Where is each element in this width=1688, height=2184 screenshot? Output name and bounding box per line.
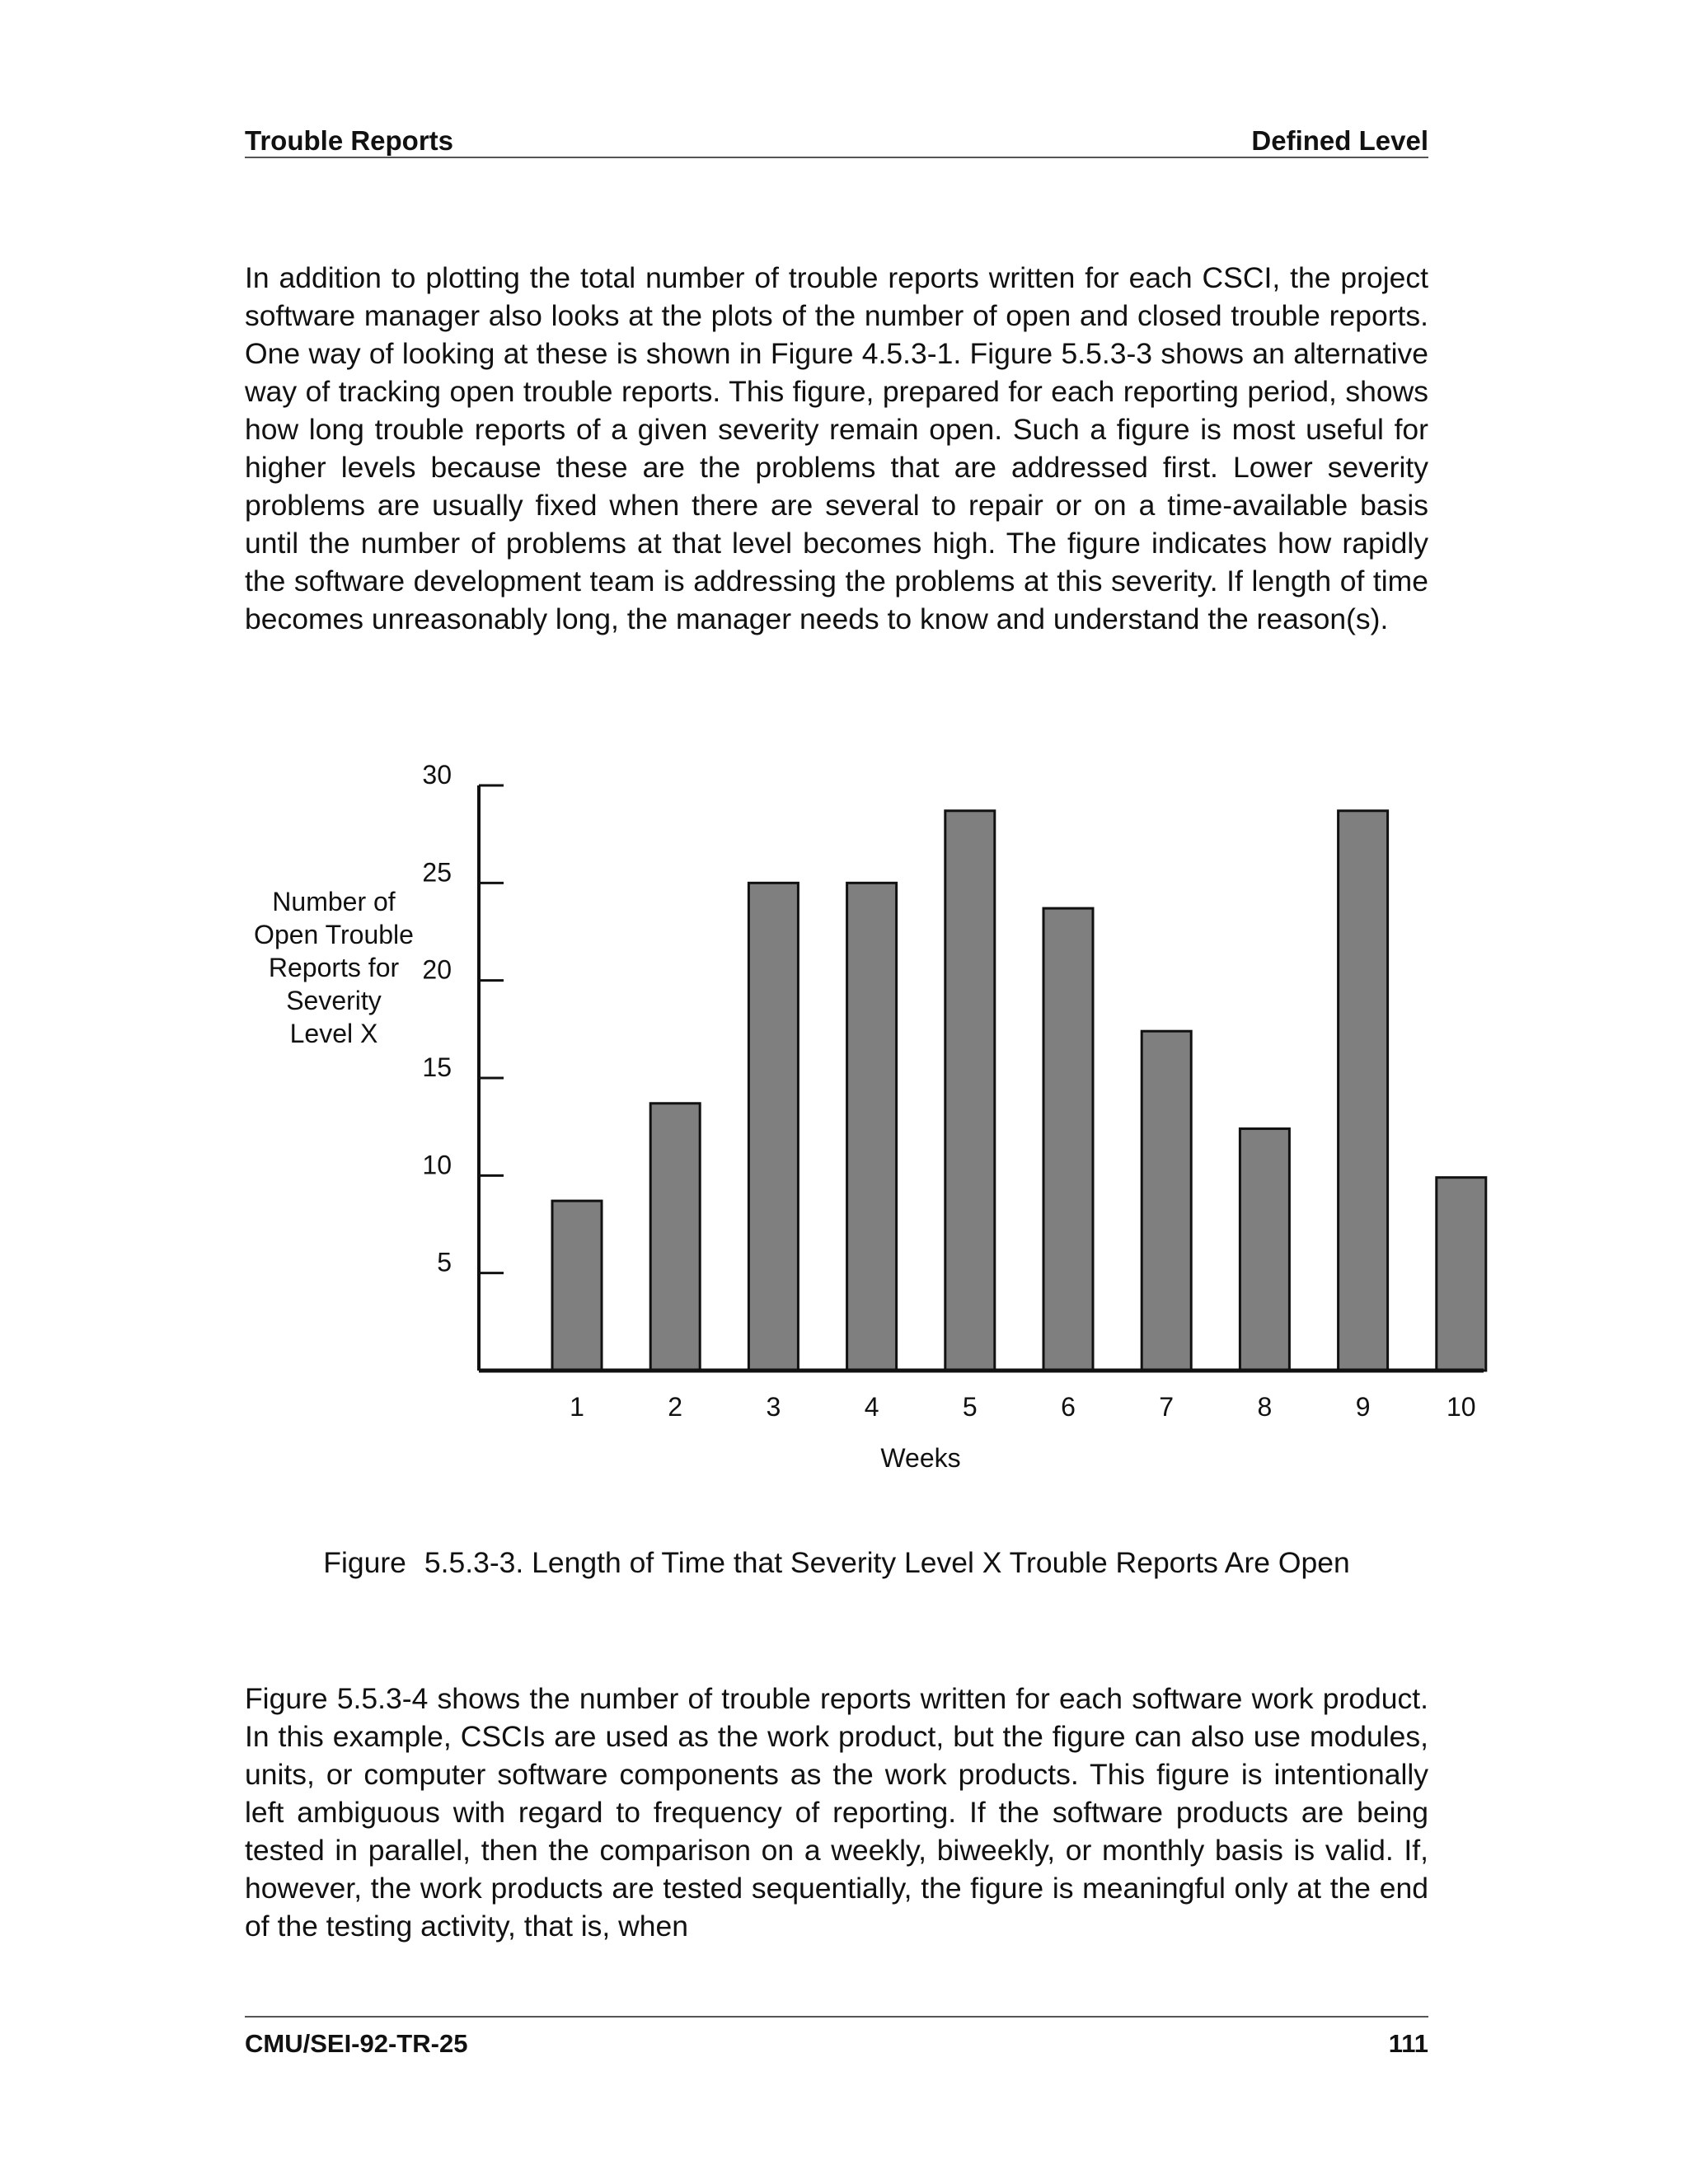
bar-week-4 (847, 883, 897, 1371)
bar-week-2 (650, 1104, 700, 1371)
bar-week-3 (748, 883, 798, 1371)
bar-week-9 (1339, 811, 1388, 1371)
x-tick-label: 2 (668, 1392, 683, 1422)
page-header (245, 124, 1428, 158)
y-tick-label: 15 (422, 1052, 452, 1082)
page-number: 111 (1388, 2029, 1428, 2058)
bar-week-8 (1240, 1129, 1289, 1371)
bar-week-10 (1437, 1178, 1486, 1371)
x-tick-label: 8 (1257, 1392, 1273, 1422)
y-axis-label-line: Open Trouble (254, 920, 414, 949)
y-axis-label-line: Reports for (268, 953, 400, 982)
body-paragraph-1: In addition to plotting the total number of trouble reports written for each CSCI, the project software manager also looks at the plots of the number of open and closed trouble reports. One way of looking at these is shown in Figure 4.5.3-1. Figure 5.5.3-3 shows an alternative way of tracking open trouble reports. This figure, prepared for each reporting period, shows how long trouble reports of a given severity remain open. Such a figure is most useful for higher levels because these are the problems that are addressed first. Lower severity problems are usually fixed when there are several to repair or on a time-available basis until the number of problems at that level becomes high. The figure indicates how rapidly the software development team is addressing the problems at this severity. If length of time becomes unreasonably long, the manager needs to know and understand the reason(s). (245, 261, 1428, 635)
x-tick-label: 7 (1159, 1392, 1175, 1422)
bar-week-7 (1142, 1031, 1191, 1371)
chart-x-axis-label: Weeks (880, 1443, 961, 1473)
page-footer (245, 2016, 1428, 2064)
y-tick-label: 5 (437, 1247, 452, 1277)
bar-week-6 (1043, 908, 1093, 1371)
x-tick-label: 6 (1061, 1392, 1076, 1422)
x-tick-label: 1 (570, 1392, 584, 1422)
report-number: CMU/SEI-92-TR-25 (245, 2029, 468, 2058)
y-tick-label: 25 (422, 857, 452, 888)
x-tick-label: 5 (962, 1392, 978, 1422)
bar-week-1 (552, 1201, 602, 1371)
y-axis-label-line: Severity (286, 986, 382, 1015)
y-tick-label: 30 (422, 760, 452, 790)
x-tick-label: 10 (1447, 1392, 1476, 1422)
header-level-title: Defined Level (1251, 125, 1428, 156)
caption-figure-word: Figure (323, 1546, 406, 1579)
y-tick-label: 10 (422, 1150, 452, 1180)
body-paragraph-2: Figure 5.5.3-4 shows the number of trouble reports written for each software work product. In this example, CSCIs are used as the work product, but the figure can also use modules, units, or computer software components as the work products. This figure is intentionally left ambiguous with regard to frequency of reporting. If the software products are being tested in parallel, then the comparison on a weekly, biweekly, or monthly basis is valid. If, however, the work products are tested sequentially, the figure is meaningful only at the end of the testing activity, that is, when (245, 1682, 1428, 1943)
x-tick-label: 4 (864, 1392, 879, 1422)
figure-caption (245, 1546, 1428, 1580)
x-tick-label: 9 (1355, 1392, 1371, 1422)
header-section-title: Trouble Reports (245, 125, 454, 156)
y-axis-label-line: Level X (289, 1019, 378, 1048)
caption-text: 5.5.3-3. Length of Time that Severity Level X Trouble Reports Are Open (424, 1546, 1350, 1579)
y-axis-label-line: Number of (272, 887, 396, 916)
y-tick-label: 20 (422, 954, 452, 985)
chart-y-axis-label (239, 885, 429, 1050)
x-tick-label: 3 (766, 1392, 781, 1422)
bar-week-5 (945, 811, 995, 1371)
